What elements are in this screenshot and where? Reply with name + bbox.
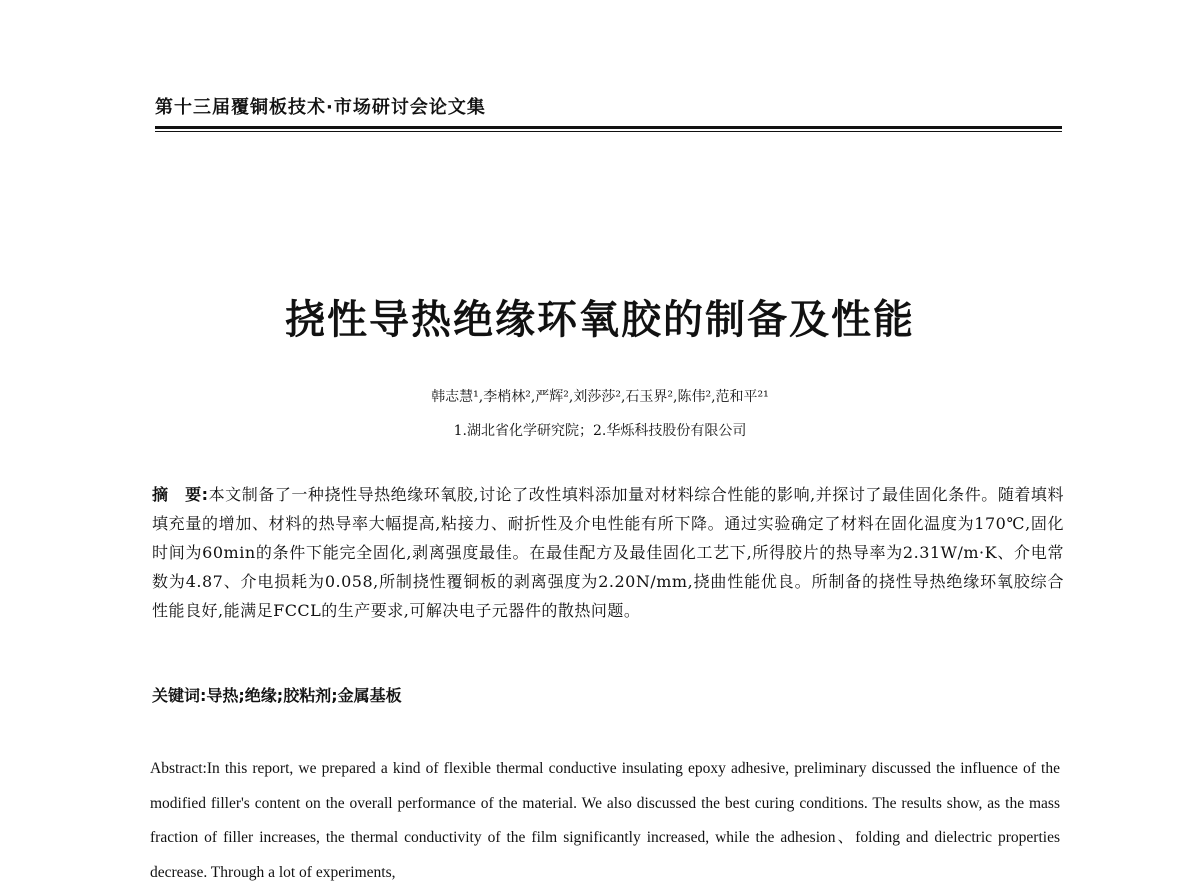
running-header: 第十三届覆铜板技术·市场研讨会论文集 <box>155 97 486 118</box>
author-list: 韩志慧¹,李梢林²,严辉²,刘莎莎²,石玉界²,陈伟²,范和平²¹ <box>431 389 769 405</box>
abstract-chinese <box>152 480 1064 625</box>
keywords-label: 关键词: <box>152 686 207 705</box>
abstract-chinese-label: 摘 要: <box>152 485 209 504</box>
paper-title: 挠性导热绝缘环氧胶的制备及性能 <box>285 297 915 343</box>
abstract-chinese-text: 本文制备了一种挠性导热绝缘环氧胶,讨论了改性填料添加量对材料综合性能的影响,并探讨了最佳固化条件。随着填料填充量的增加、材料的热导率大幅提高,粘接力、耐折性及介电性能有所下降。通过实验确定了材料在固化温度为170℃,固化时间为60min的条件下能完全固化,剥离强度最佳。在最佳配方及最佳固化工艺下,所得胶片的热导率为2.31W/m·K、介电常数为4.87、介电损耗为0.058,所制挠性覆铜板的剥离强度为2.20N/mm,挠曲性能优良。所制备的挠性导热绝缘环氧胶综合性能良好,能满足FCCL的生产要求,可解决电子元器件的散热问题。 <box>152 485 1064 620</box>
keywords-text: 导热;绝缘;胶粘剂;金属基板 <box>206 686 402 705</box>
header-rule-thick <box>155 126 1062 129</box>
header-rule-thin <box>155 131 1062 132</box>
abstract-english-label: Abstract: <box>150 760 207 777</box>
keywords <box>152 683 1064 706</box>
abstract-english-text: In this report, we prepared a kind of flexible thermal conductive insulating epoxy adhesive, preliminary discussed the influence of the modified filler's content on the overall performance of the material. We also discussed the best curing conditions. The results show, as the mass fraction of filler increases, the thermal conductivity of the film significantly increased, while the adhesion、folding and dielectric properties decrease. Through a lot of experiments, <box>150 760 1060 881</box>
affiliations: 1.湖北省化学研究院；2.华烁科技股份有限公司 <box>453 423 747 439</box>
abstract-english <box>150 752 1060 890</box>
